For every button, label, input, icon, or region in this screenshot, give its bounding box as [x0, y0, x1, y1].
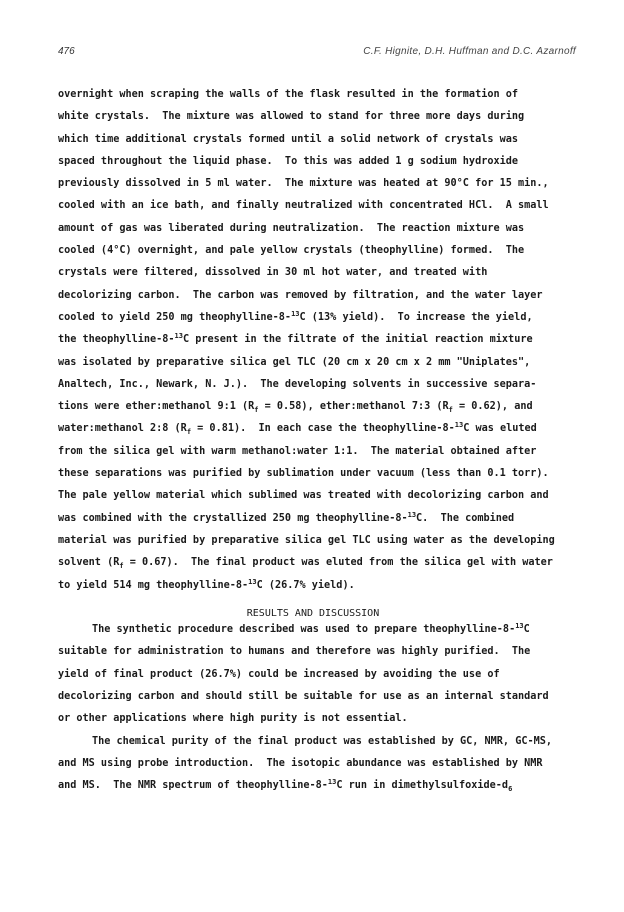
paragraph-methods: [58, 84, 568, 597]
text-line: [58, 575, 568, 597]
text-line: material was purified by preparative silica gel TLC using water as the developing: [58, 534, 555, 546]
text-segment: = 0.81). In each case the theophylline-8-: [191, 423, 455, 435]
superscript: 13: [248, 577, 257, 586]
text-line: cooled (4°C) overnight, and pale yellow crystals (theophylline) formed. The: [58, 245, 525, 257]
text-segment: water:methanol 2:8 (R: [58, 423, 187, 435]
text-line: [58, 396, 568, 418]
text-line: was isolated by preparative silica gel TLC (20 cm x 20 cm x 2 mm "Uniplates",: [58, 356, 531, 368]
text-line: previously dissolved in 5 ml water. The mixture was heated at 90°C for 15 min.,: [58, 178, 549, 190]
page-number: 476: [58, 46, 75, 57]
superscript: 13: [291, 309, 300, 318]
text-line: overnight when scraping the walls of the flask resulted in the formation of: [58, 89, 519, 100]
superscript: 13: [174, 332, 183, 341]
text-segment: C (26.7% yield).: [256, 579, 355, 591]
running-head: C.F. Hignite, D.H. Huffman and D.C. Azarnoff: [363, 46, 576, 57]
text-segment: C present in the filtrate of the initial reaction mixture: [182, 334, 533, 346]
text-line: white crystals. The mixture was allowed to stand for three more days during: [58, 111, 525, 123]
superscript: 13: [407, 510, 417, 519]
text-line: cooled with an ice bath, and finally neutralized with concentrated HCl. A small: [58, 200, 549, 212]
text-line: [58, 619, 568, 641]
text-line: [58, 552, 568, 574]
text-line: [58, 508, 568, 530]
subscript: f: [254, 406, 259, 415]
page-body: [58, 84, 568, 798]
text-segment: the theophylline-8-: [58, 334, 175, 346]
text-line: Analtech, Inc., Newark, N. J.). The developing solvents in successive separa-: [58, 378, 537, 390]
text-line: crystals were filtered, dissolved in 30 ml hot water, and treated with: [58, 267, 488, 279]
subscript: f: [119, 562, 124, 571]
text-segment: cooled to yield 250 mg theophylline-8-: [58, 311, 292, 323]
text-line: yield of final product (26.7%) could be increased by avoiding the use of: [58, 668, 500, 680]
paragraph-results: [58, 619, 568, 730]
subscript: f: [448, 406, 453, 415]
text-line: suitable for administration to humans and therefore was highly purified. The: [58, 646, 531, 658]
text-line: [58, 775, 568, 797]
paragraph-purity: [58, 731, 568, 798]
text-line: decolorizing carbon and should still be suitable for use as an internal standard: [58, 691, 549, 703]
text-segment: to yield 514 mg theophylline-8-: [58, 579, 249, 591]
text-segment: C run in dimethylsulfoxide-d: [336, 780, 509, 792]
text-line: these separations was purified by sublimation under vacuum (less than 0.1 torr).: [58, 468, 549, 480]
text-segment: C was eluted: [463, 423, 537, 435]
text-segment: The synthetic procedure described was used to prepare theophylline-8-: [92, 624, 516, 636]
text-segment: = 0.62), and: [452, 401, 533, 413]
text-line: spaced throughout the liquid phase. To this was added 1 g sodium hydroxide: [58, 155, 519, 167]
text-line: from the silica gel with warm methanol:water 1:1. The material obtained after: [58, 445, 537, 457]
page-header: [58, 46, 576, 62]
text-line: The chemical purity of the final product was established by GC, NMR, GC-MS,: [92, 735, 553, 747]
text-segment: = 0.67). The final product was eluted from the silica gel with water: [123, 557, 553, 569]
text-line: [58, 329, 568, 351]
text-segment: tions were ether:methanol 9:1 (R: [58, 401, 255, 413]
text-line: [58, 307, 568, 329]
text-line: which time additional crystals formed until a solid network of crystals was: [58, 133, 519, 145]
superscript: 13: [515, 622, 524, 631]
section-heading: RESULTS AND DISCUSSION: [246, 607, 380, 619]
text-line: and MS using probe introduction. The isotopic abundance was established by NMR: [58, 757, 543, 769]
text-line: [58, 418, 568, 440]
text-line: amount of gas was liberated during neutralization. The reaction mixture was: [58, 222, 525, 234]
text-segment: C: [523, 624, 530, 636]
text-segment: solvent (R: [58, 557, 120, 569]
text-segment: C. The combined: [416, 512, 515, 524]
text-segment: and MS. The NMR spectrum of theophylline-8-: [58, 780, 328, 792]
text-line: The pale yellow material which sublimed was treated with decolorizing carbon and: [58, 490, 549, 502]
subscript: f: [186, 428, 192, 437]
superscript: 13: [454, 421, 464, 430]
text-line: decolorizing carbon. The carbon was removed by filtration, and the water layer: [58, 289, 543, 301]
text-segment: = 0.58), ether:methanol 7:3 (R: [258, 401, 449, 413]
text-segment: was combined with the crystallized 250 mg theophylline-8-: [58, 512, 408, 524]
subscript: 6: [508, 785, 513, 794]
superscript: 13: [327, 778, 337, 787]
text-line: or other applications where high purity is not essential.: [58, 713, 408, 725]
text-segment: C (13% yield). To increase the yield,: [299, 311, 533, 323]
